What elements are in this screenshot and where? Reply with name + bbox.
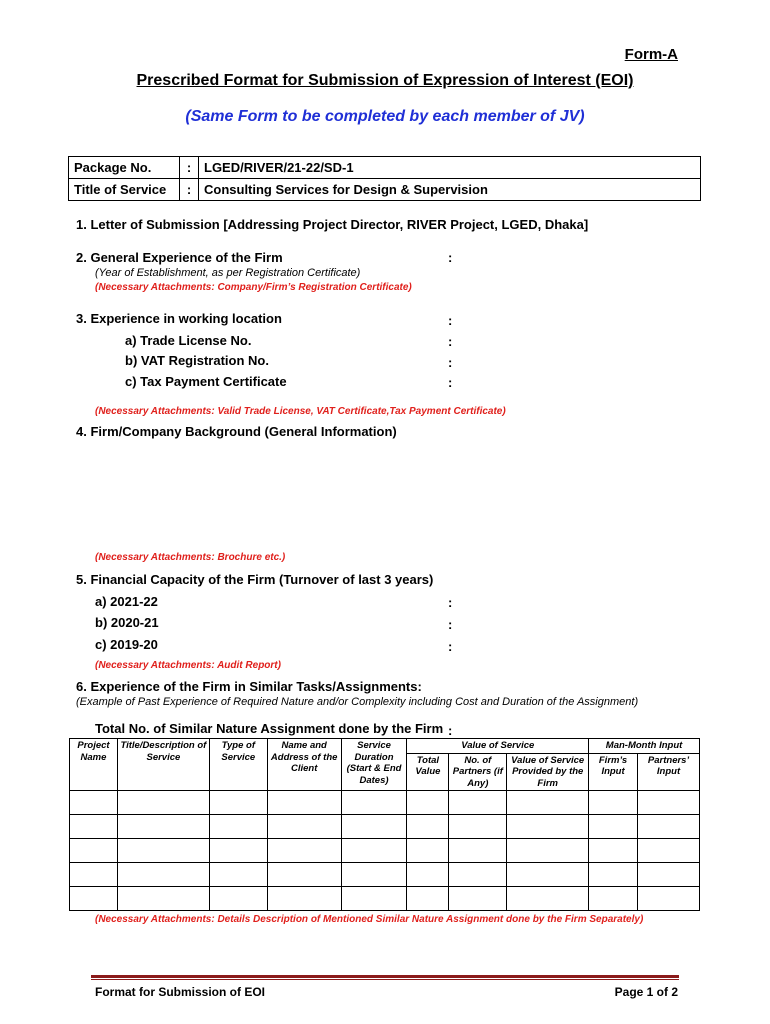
section-5-item-colon: : (448, 617, 453, 632)
page-subtitle: (Same Form to be completed by each member of JV) (185, 108, 585, 125)
section-2-note: (Year of Establishment, as per Registration Certificate) (95, 267, 361, 279)
section-1-heading: 1. Letter of Submission [Addressing Project Director, RIVER Project, LGED, Dhaka] (76, 217, 589, 232)
header-no-of-partners: No. of Partners (if Any) (449, 753, 507, 791)
package-value: LGED/RIVER/21-22/SD-1 (199, 157, 701, 179)
section-3-attachments: (Necessary Attachments: Valid Trade License, VAT Certificate,Tax Payment Certificate) (95, 406, 506, 417)
package-row (69, 157, 701, 179)
header-total-value: Total Value (407, 753, 449, 791)
section-5-item: a) 2021-22 (95, 594, 158, 609)
header-firm-input: Firm’s Input (589, 753, 638, 791)
package-table (68, 156, 701, 201)
section-5-item-colon: : (448, 639, 453, 654)
header-value-of-service: Value of Service (407, 739, 589, 754)
section-6-attachments: (Necessary Attachments: Details Description of Mentioned Similar Nature Assignment done by the Firm Separately) (95, 914, 644, 925)
footer-rule-thin (91, 979, 679, 980)
footer-left-text: Format for Submission of EOI (95, 985, 266, 999)
section-4-attachments: (Necessary Attachments: Brochure etc.) (95, 552, 286, 563)
title-row (69, 179, 701, 201)
table-row[interactable] (70, 863, 700, 887)
section-3-item: a) Trade License No. (125, 333, 252, 348)
section-3-item: b) VAT Registration No. (125, 353, 269, 368)
section-3-colon: : (448, 313, 453, 328)
package-sep: : (180, 157, 199, 179)
table-row[interactable] (70, 815, 700, 839)
table-row[interactable] (70, 887, 700, 911)
section-4-heading: 4. Firm/Company Background (General Information) (76, 424, 397, 439)
section-3-heading: 3. Experience in working location (76, 311, 282, 326)
title-value: Consulting Services for Design & Supervision (199, 179, 701, 201)
section-5-item-colon: : (448, 595, 453, 610)
section-2-heading: 2. General Experience of the Firm (76, 250, 283, 265)
package-label: Package No. (69, 157, 180, 179)
section-2-colon: : (448, 250, 453, 265)
section-3-item: c) Tax Payment Certificate (125, 374, 287, 389)
table-header-row (70, 739, 700, 754)
section-2-attachments: (Necessary Attachments: Company/Firm’s Registration Certificate) (95, 282, 412, 293)
header-man-month-input: Man-Month Input (589, 739, 700, 754)
page-title: Prescribed Format for Submission of Expression of Interest (EOI) (136, 72, 634, 89)
section-6-heading: 6. Experience of the Firm in Similar Tasks/Assignments: (76, 679, 422, 694)
total-assignments-colon: : (448, 723, 453, 738)
total-assignments-label: Total No. of Similar Nature Assignment done by the Firm (95, 721, 444, 736)
section-5-heading: 5. Financial Capacity of the Firm (Turnover of last 3 years) (76, 572, 434, 587)
section-5-item: b) 2020-21 (95, 615, 159, 630)
table-row[interactable] (70, 791, 700, 815)
footer-rule (91, 975, 679, 978)
section-5-item: c) 2019-20 (95, 637, 158, 652)
section-5-attachments: (Necessary Attachments: Audit Report) (95, 660, 281, 671)
table-row[interactable] (70, 839, 700, 863)
title-label: Title of Service (69, 179, 180, 201)
header-title-description: Title/Description of Service (117, 739, 209, 791)
header-type-of-service: Type of Service (209, 739, 267, 791)
section-3-item-colon: : (448, 334, 453, 349)
section-6-note: (Example of Past Experience of Required Nature and/or Complexity including Cost and Duration of the Assignment) (76, 696, 639, 708)
section-3-item-colon: : (448, 355, 453, 370)
header-client: Name and Address of the Client (267, 739, 341, 791)
header-service-duration: Service Duration (Start & End Dates) (341, 739, 407, 791)
header-partners-input: Partners’ Input (638, 753, 700, 791)
header-project-name: Project Name (70, 739, 118, 791)
page-number: Page 1 of 2 (614, 985, 678, 999)
form-label: Form-A (624, 46, 678, 63)
header-value-provided: Value of Service Provided by the Firm (507, 753, 589, 791)
similar-assignments-table (69, 738, 700, 911)
section-3-item-colon: : (448, 375, 453, 390)
title-sep: : (180, 179, 199, 201)
